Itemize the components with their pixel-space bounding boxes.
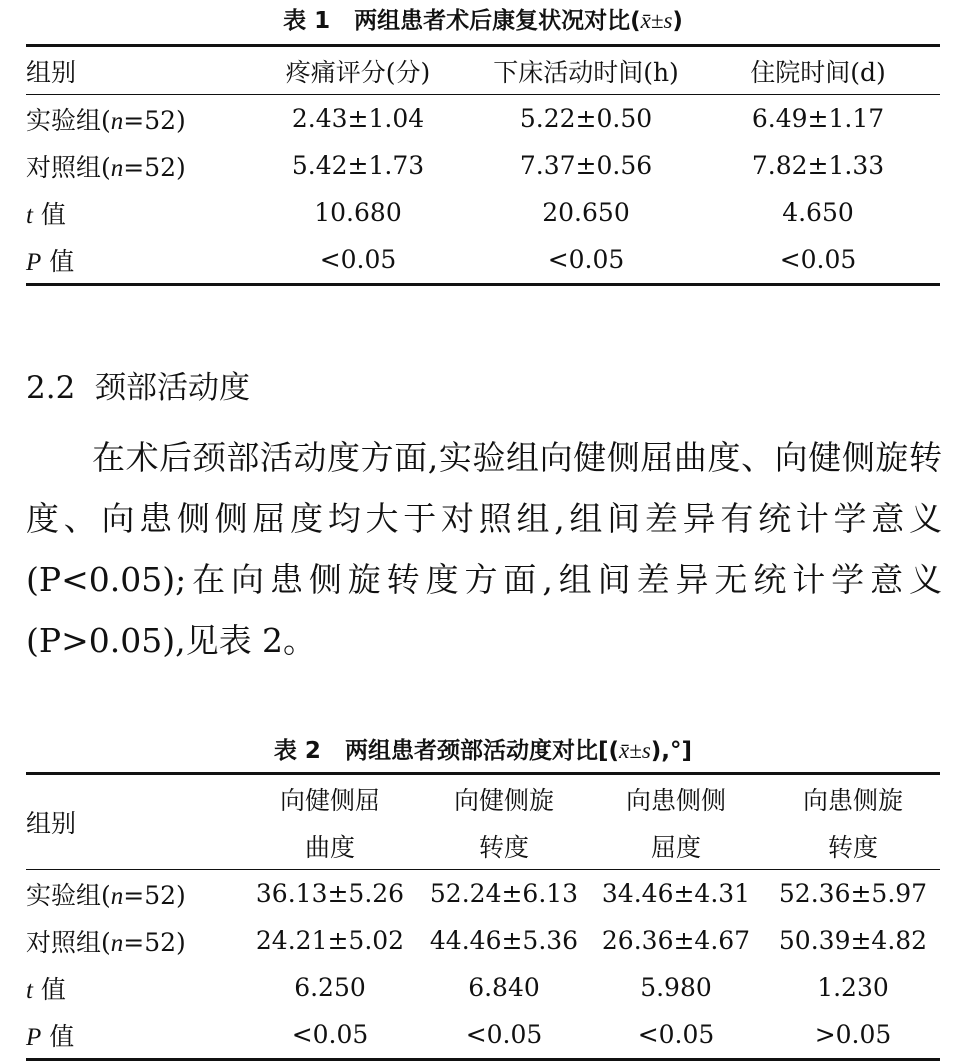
section-paragraph: 在术后颈部活动度方面,实验组向健侧屈曲度、向健侧旋转度、向患侧侧屈度均大于对照组,组间差异有统计学意义(P<0.05);在向患侧旋转度方面,组间差异无统计学意义(P>0.05),见表 2。 [26, 438, 942, 660]
table-row [26, 917, 940, 964]
table-cell: 10.680 [314, 198, 402, 227]
row-label [26, 142, 240, 189]
table-cell: <0.05 [465, 1020, 543, 1049]
table-cell: 5.980 [640, 973, 712, 1002]
table2-header-group: 组别 [26, 774, 238, 870]
row-label-symbol: P [26, 1023, 42, 1051]
table1-caption [26, 6, 940, 36]
table-cell: <0.05 [319, 245, 397, 274]
table-cell: 4.650 [782, 198, 854, 227]
section-number: 2.2 [26, 370, 76, 406]
table-cell: 7.37±0.56 [519, 151, 653, 180]
table2-header-cell: 转度 [478, 832, 529, 862]
table1-caption-stat: x̄±s [640, 8, 673, 33]
table1-caption-title: 两组患者术后康复状况对比( [354, 8, 641, 34]
table2-header-cell: 屈度 [650, 832, 701, 862]
row-label [26, 964, 238, 1011]
table-cell: <0.05 [547, 245, 625, 274]
table-cell: 5.42±1.73 [291, 151, 425, 180]
table-cell: 5.22±0.50 [519, 104, 653, 133]
row-label-n: n [110, 154, 124, 182]
row-label-text: 对照组( [26, 152, 111, 182]
table2-caption-stat: x̄±s [619, 738, 651, 763]
table-cell: 52.24±6.13 [429, 879, 579, 908]
table1-header-pain: 疼痛评分(分) [285, 57, 431, 87]
row-label-suffix: 值 [32, 974, 66, 1004]
row-label-n: n [110, 882, 124, 910]
table-cell: <0.05 [779, 245, 857, 274]
table1-header-ambulation: 下床活动时间(h) [493, 57, 679, 87]
table-cell: 24.21±5.02 [255, 926, 405, 955]
table-cell: <0.05 [291, 1020, 369, 1049]
table1-caption-prefix: 表 1 [283, 8, 331, 34]
table1-block [26, 6, 940, 286]
row-label-symbol: t [26, 201, 33, 229]
table-cell: 6.49±1.17 [751, 104, 885, 133]
table2 [26, 772, 940, 1061]
table1-header-stay: 住院时间(d) [750, 57, 886, 87]
row-label [26, 236, 240, 285]
table2-block [26, 736, 940, 1061]
row-label-symbol: P [26, 248, 42, 276]
table-row [26, 964, 940, 1011]
section-title: 颈部活动度 [95, 370, 251, 406]
table-cell: 26.36±4.67 [601, 926, 751, 955]
table-cell: 6.250 [294, 973, 366, 1002]
table-cell: 36.13±5.26 [255, 879, 405, 908]
table2-header-cell: 向患侧侧 [625, 785, 726, 815]
table-row [26, 95, 940, 143]
table2-caption [26, 736, 940, 766]
table-row [26, 1011, 940, 1060]
table-row [26, 189, 940, 236]
table-cell: 2.43±1.04 [291, 104, 425, 133]
table-cell: 34.46±4.31 [601, 879, 751, 908]
table1-caption-suffix: ) [672, 8, 683, 34]
row-label [26, 95, 240, 143]
table-row [26, 870, 940, 918]
row-label [26, 189, 240, 236]
table1-header-group: 组别 [26, 57, 77, 87]
row-label-suffix: =52) [123, 927, 186, 957]
row-label-suffix: 值 [41, 1021, 75, 1051]
row-label-text: 对照组( [26, 927, 111, 957]
section-heading [26, 366, 250, 410]
table2-header-cell: 向患侧旋 [802, 785, 903, 815]
row-label [26, 1011, 238, 1060]
row-label-text: 实验组( [26, 880, 111, 910]
table1 [26, 44, 940, 286]
row-label-suffix: =52) [123, 152, 186, 182]
row-label [26, 870, 238, 918]
row-label [26, 917, 238, 964]
table1-header-row [26, 46, 940, 95]
table2-header-cell: 曲度 [304, 832, 355, 862]
table-cell: 6.840 [468, 973, 540, 1002]
table2-header-row-1 [26, 774, 940, 823]
table-row [26, 236, 940, 285]
table-row [26, 142, 940, 189]
row-label-suffix: =52) [123, 105, 186, 135]
row-label-suffix: =52) [123, 880, 186, 910]
table2-header-cell: 向健侧旋 [453, 785, 554, 815]
table-cell: 7.82±1.33 [751, 151, 885, 180]
row-label-n: n [110, 107, 124, 135]
row-label-text: 实验组( [26, 105, 111, 135]
table-cell: <0.05 [637, 1020, 715, 1049]
table-cell: 50.39±4.82 [778, 926, 928, 955]
table-cell: 44.46±5.36 [429, 926, 579, 955]
table2-caption-title: 两组患者颈部活动度对比[( [344, 738, 619, 764]
row-label-suffix: 值 [41, 246, 75, 276]
table2-header-cell: 转度 [827, 832, 878, 862]
table2-caption-suffix: ),°] [650, 738, 693, 764]
table2-caption-prefix: 表 2 [273, 738, 321, 764]
row-label-symbol: t [26, 976, 33, 1004]
row-label-n: n [110, 929, 124, 957]
table-cell: 20.650 [542, 198, 630, 227]
table-cell: 52.36±5.97 [778, 879, 928, 908]
row-label-suffix: 值 [32, 199, 66, 229]
table-cell: 1.230 [817, 973, 889, 1002]
table-cell: >0.05 [814, 1020, 892, 1049]
table2-header-cell: 向健侧屈 [279, 785, 380, 815]
